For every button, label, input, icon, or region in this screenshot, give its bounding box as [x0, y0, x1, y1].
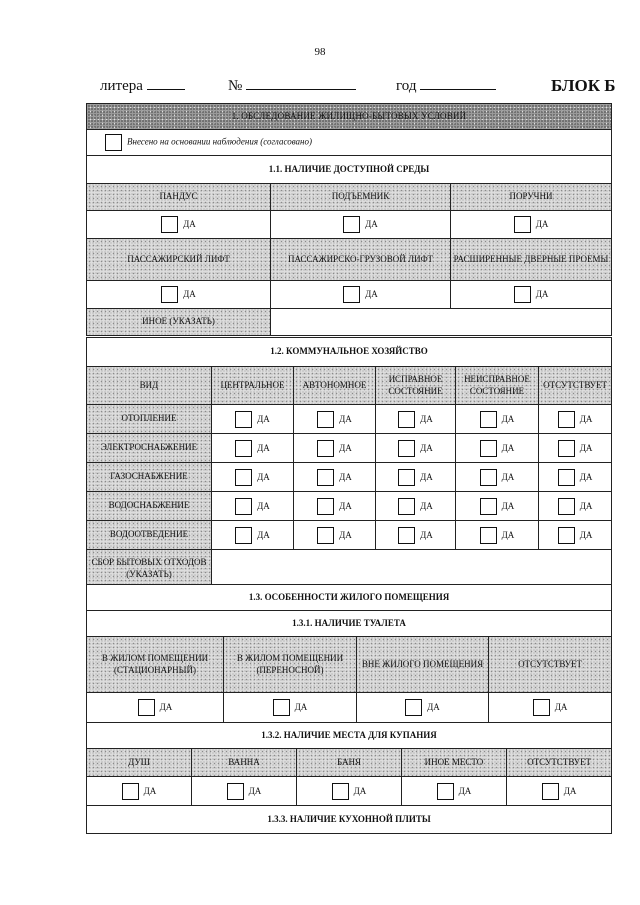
yes-label: ДА	[339, 471, 352, 482]
toilet-outside-header: ВНЕ ЖИЛОГО ПОМЕЩЕНИЯ	[357, 637, 489, 693]
utility-row-label: ОТОПЛЕНИЕ	[87, 405, 212, 434]
utility-broken-cell	[456, 405, 539, 434]
absent-header: ОТСУТСТВУЕТ	[539, 367, 612, 405]
section1-title: 1. ОБСЛЕДОВАНИЕ ЖИЛИЩНО-БЫТОВЫХ УСЛОВИЙ	[87, 104, 612, 130]
central-header: ЦЕНТРАЛЬНОЕ	[212, 367, 294, 405]
yes-label: ДА	[339, 500, 352, 511]
utility-autonomous-checkbox[interactable]	[317, 527, 334, 544]
year-label: год	[396, 78, 417, 94]
yes-label: ДА	[420, 471, 433, 482]
working-header: ИСПРАВНОЕ СОСТОЯНИЕ	[376, 367, 456, 405]
section1-table	[86, 103, 612, 336]
utility-absent-checkbox[interactable]	[558, 498, 575, 515]
utility-working-checkbox[interactable]	[398, 527, 415, 544]
observation-checkbox[interactable]	[105, 134, 122, 151]
utility-autonomous-checkbox[interactable]	[317, 411, 334, 428]
toilet-portable-header: В ЖИЛОМ ПОМЕЩЕНИИ (ПЕРЕНОСНОЙ)	[224, 637, 357, 693]
utility-absent-checkbox[interactable]	[558, 411, 575, 428]
toilet-outside-yes: ДА	[357, 693, 489, 723]
utility-absent-checkbox[interactable]	[558, 527, 575, 544]
yes-label: ДА	[579, 413, 593, 424]
passenger-lift-checkbox[interactable]	[161, 286, 178, 303]
utility-autonomous-cell	[294, 463, 376, 492]
utility-broken-cell	[456, 463, 539, 492]
utility-working-checkbox[interactable]	[398, 411, 415, 428]
utility-row-label: ВОДОСНАБЖЕНИЕ	[87, 492, 212, 521]
utility-central-cell	[212, 405, 294, 434]
block-label: БЛОК Б	[551, 76, 616, 95]
yes-label: ДА	[501, 442, 515, 453]
utility-working-checkbox[interactable]	[398, 469, 415, 486]
ramp-header: ПАНДУС	[87, 184, 271, 211]
yes-label: ДА	[579, 442, 593, 453]
utility-broken-cell	[456, 434, 539, 463]
yes-label: ДА	[420, 529, 433, 540]
number-field	[228, 77, 356, 95]
observation-note: Внесено на основании наблюдения (согласовано)	[127, 136, 313, 147]
toilet-stationary-checkbox[interactable]	[138, 699, 155, 716]
other-place-header: ИНОЕ МЕСТО	[402, 749, 507, 777]
bath-checkbox[interactable]	[227, 783, 244, 800]
utility-broken-checkbox[interactable]	[480, 440, 497, 457]
utility-row	[87, 463, 612, 492]
other-place-yes: ДА	[402, 777, 507, 806]
s131-title: 1.3.1. НАЛИЧИЕ ТУАЛЕТА	[87, 611, 612, 637]
wide-doors-checkbox[interactable]	[514, 286, 531, 303]
s12-title: 1.2. КОММУНАЛЬНОЕ ХОЗЯЙСТВО	[87, 338, 612, 367]
utility-working-checkbox[interactable]	[398, 440, 415, 457]
utility-broken-checkbox[interactable]	[480, 527, 497, 544]
utility-row-label: ВОДООТВЕДЕНИЕ	[87, 521, 212, 550]
yes-label: ДА	[501, 413, 515, 424]
waste-input[interactable]	[212, 550, 612, 588]
utility-autonomous-cell	[294, 434, 376, 463]
kind-header: ВИД	[87, 367, 212, 405]
yes-label: ДА	[257, 529, 270, 540]
toilet-portable-checkbox[interactable]	[273, 699, 290, 716]
utility-autonomous-checkbox[interactable]	[317, 469, 334, 486]
yes-label: ДА	[501, 500, 515, 511]
shower-header: ДУШ	[87, 749, 192, 777]
utility-broken-cell	[456, 521, 539, 550]
utility-absent-cell	[539, 405, 612, 434]
bath-absent-checkbox[interactable]	[542, 783, 559, 800]
yes-label: ДА	[339, 413, 352, 424]
year-field	[396, 77, 496, 95]
sauna-yes: ДА	[297, 777, 402, 806]
toilet-outside-checkbox[interactable]	[405, 699, 422, 716]
yes-label: ДА	[257, 500, 270, 511]
bath-yes: ДА	[192, 777, 297, 806]
number-label: №	[228, 78, 243, 94]
cargo-lift-checkbox[interactable]	[343, 286, 360, 303]
passenger-lift-yes: ДА	[87, 281, 271, 309]
utility-autonomous-cell	[294, 405, 376, 434]
wide-doors-yes: ДА	[451, 281, 612, 309]
utility-working-cell	[376, 492, 456, 521]
utility-autonomous-checkbox[interactable]	[317, 498, 334, 515]
passenger-lift-header: ПАССАЖИРСКИЙ ЛИФТ	[87, 239, 271, 281]
yes-label: ДА	[420, 413, 433, 424]
utility-absent-checkbox[interactable]	[558, 440, 575, 457]
handrails-checkbox[interactable]	[514, 216, 531, 233]
bath-absent-yes: ДА	[507, 777, 612, 806]
yes-label: ДА	[579, 500, 593, 511]
toilet-absent-yes: ДА	[489, 693, 612, 723]
utility-central-cell	[212, 521, 294, 550]
other-place-checkbox[interactable]	[437, 783, 454, 800]
lift-checkbox[interactable]	[343, 216, 360, 233]
lift-yes: ДА	[271, 211, 451, 239]
yes-label: ДА	[420, 442, 433, 453]
observation-note-row	[87, 130, 612, 156]
waste-header: СБОР БЫТОВЫХ ОТХОДОВ (УКАЗАТЬ)	[87, 550, 212, 588]
lift-header: ПОДЪЕМНИК	[271, 184, 451, 211]
utility-central-cell	[212, 434, 294, 463]
utility-autonomous-cell	[294, 492, 376, 521]
litera-label: литера	[100, 78, 143, 94]
utility-row	[87, 492, 612, 521]
utility-working-cell	[376, 463, 456, 492]
utility-central-checkbox[interactable]	[235, 498, 252, 515]
utility-absent-cell	[539, 463, 612, 492]
utility-rows	[87, 405, 612, 550]
sauna-header: БАНЯ	[297, 749, 402, 777]
s12-table	[86, 337, 612, 588]
s133-title: 1.3.3. НАЛИЧИЕ КУХОННОЙ ПЛИТЫ	[87, 806, 612, 834]
yes-label: ДА	[579, 529, 593, 540]
utility-central-cell	[212, 463, 294, 492]
utility-central-cell	[212, 492, 294, 521]
toilet-absent-checkbox[interactable]	[533, 699, 550, 716]
cargo-lift-yes: ДА	[271, 281, 451, 309]
yes-label: ДА	[501, 529, 515, 540]
other-input[interactable]	[271, 309, 612, 336]
litera-field	[100, 77, 185, 95]
utility-broken-checkbox[interactable]	[480, 411, 497, 428]
s132-table	[86, 722, 612, 834]
wide-doors-header: РАСШИРЕННЫЕ ДВЕРНЫЕ ПРОЕМЫ	[451, 239, 612, 281]
yes-label: ДА	[257, 471, 270, 482]
utility-broken-checkbox[interactable]	[480, 498, 497, 515]
number-input-line[interactable]	[246, 77, 356, 90]
ramp-checkbox[interactable]	[161, 216, 178, 233]
yes-label: ДА	[257, 442, 270, 453]
utility-broken-checkbox[interactable]	[480, 469, 497, 486]
utility-absent-cell	[539, 521, 612, 550]
s13-table	[86, 584, 612, 723]
shower-yes: ДА	[87, 777, 192, 806]
toilet-stationary-yes: ДА	[87, 693, 224, 723]
utility-absent-cell	[539, 434, 612, 463]
utility-working-checkbox[interactable]	[398, 498, 415, 515]
year-input-line[interactable]	[420, 77, 496, 90]
utility-absent-checkbox[interactable]	[558, 469, 575, 486]
utility-central-checkbox[interactable]	[235, 527, 252, 544]
utility-working-cell	[376, 521, 456, 550]
yes-label: ДА	[339, 529, 352, 540]
yes-label: ДА	[257, 413, 270, 424]
ramp-yes: ДА	[87, 211, 271, 239]
page-number: 98	[314, 46, 326, 58]
toilet-portable-yes: ДА	[224, 693, 357, 723]
s11-title: 1.1. НАЛИЧИЕ ДОСТУПНОЙ СРЕДЫ	[87, 156, 612, 184]
yes-label: ДА	[579, 471, 593, 482]
s13-title: 1.3. ОСОБЕННОСТИ ЖИЛОГО ПОМЕЩЕНИЯ	[87, 585, 612, 611]
toilet-stationary-header: В ЖИЛОМ ПОМЕЩЕНИИ (СТАЦИОНАРНЫЙ)	[87, 637, 224, 693]
utility-central-checkbox[interactable]	[235, 440, 252, 457]
yes-label: ДА	[501, 471, 515, 482]
bath-absent-header: ОТСУТСТВУЕТ	[507, 749, 612, 777]
handrails-header: ПОРУЧНИ	[451, 184, 612, 211]
utility-row	[87, 521, 612, 550]
sauna-checkbox[interactable]	[332, 783, 349, 800]
shower-checkbox[interactable]	[122, 783, 139, 800]
utility-row-label: ГАЗОСНАБЖЕНИЕ	[87, 463, 212, 492]
utility-central-checkbox[interactable]	[235, 411, 252, 428]
autonomous-header: АВТОНОМНОЕ	[294, 367, 376, 405]
utility-central-checkbox[interactable]	[235, 469, 252, 486]
toilet-absent-header: ОТСУТСТВУЕТ	[489, 637, 612, 693]
s132-title: 1.3.2. НАЛИЧИЕ МЕСТА ДЛЯ КУПАНИЯ	[87, 723, 612, 749]
utility-row-label: ЭЛЕКТРОСНАБЖЕНИЕ	[87, 434, 212, 463]
utility-autonomous-cell	[294, 521, 376, 550]
utility-working-cell	[376, 405, 456, 434]
broken-header: НЕИСПРАВНОЕ СОСТОЯНИЕ	[456, 367, 539, 405]
utility-absent-cell	[539, 492, 612, 521]
utility-autonomous-checkbox[interactable]	[317, 440, 334, 457]
utility-row	[87, 405, 612, 434]
cargo-lift-header: ПАССАЖИРСКО-ГРУЗОВОЙ ЛИФТ	[271, 239, 451, 281]
litera-input-line[interactable]	[147, 77, 185, 90]
yes-label: ДА	[339, 442, 352, 453]
other-header: ИНОЕ (УКАЗАТЬ)	[87, 309, 271, 336]
utility-row	[87, 434, 612, 463]
utility-working-cell	[376, 434, 456, 463]
yes-label: ДА	[420, 500, 433, 511]
utility-broken-cell	[456, 492, 539, 521]
bath-header: ВАННА	[192, 749, 297, 777]
handrails-yes: ДА	[451, 211, 612, 239]
